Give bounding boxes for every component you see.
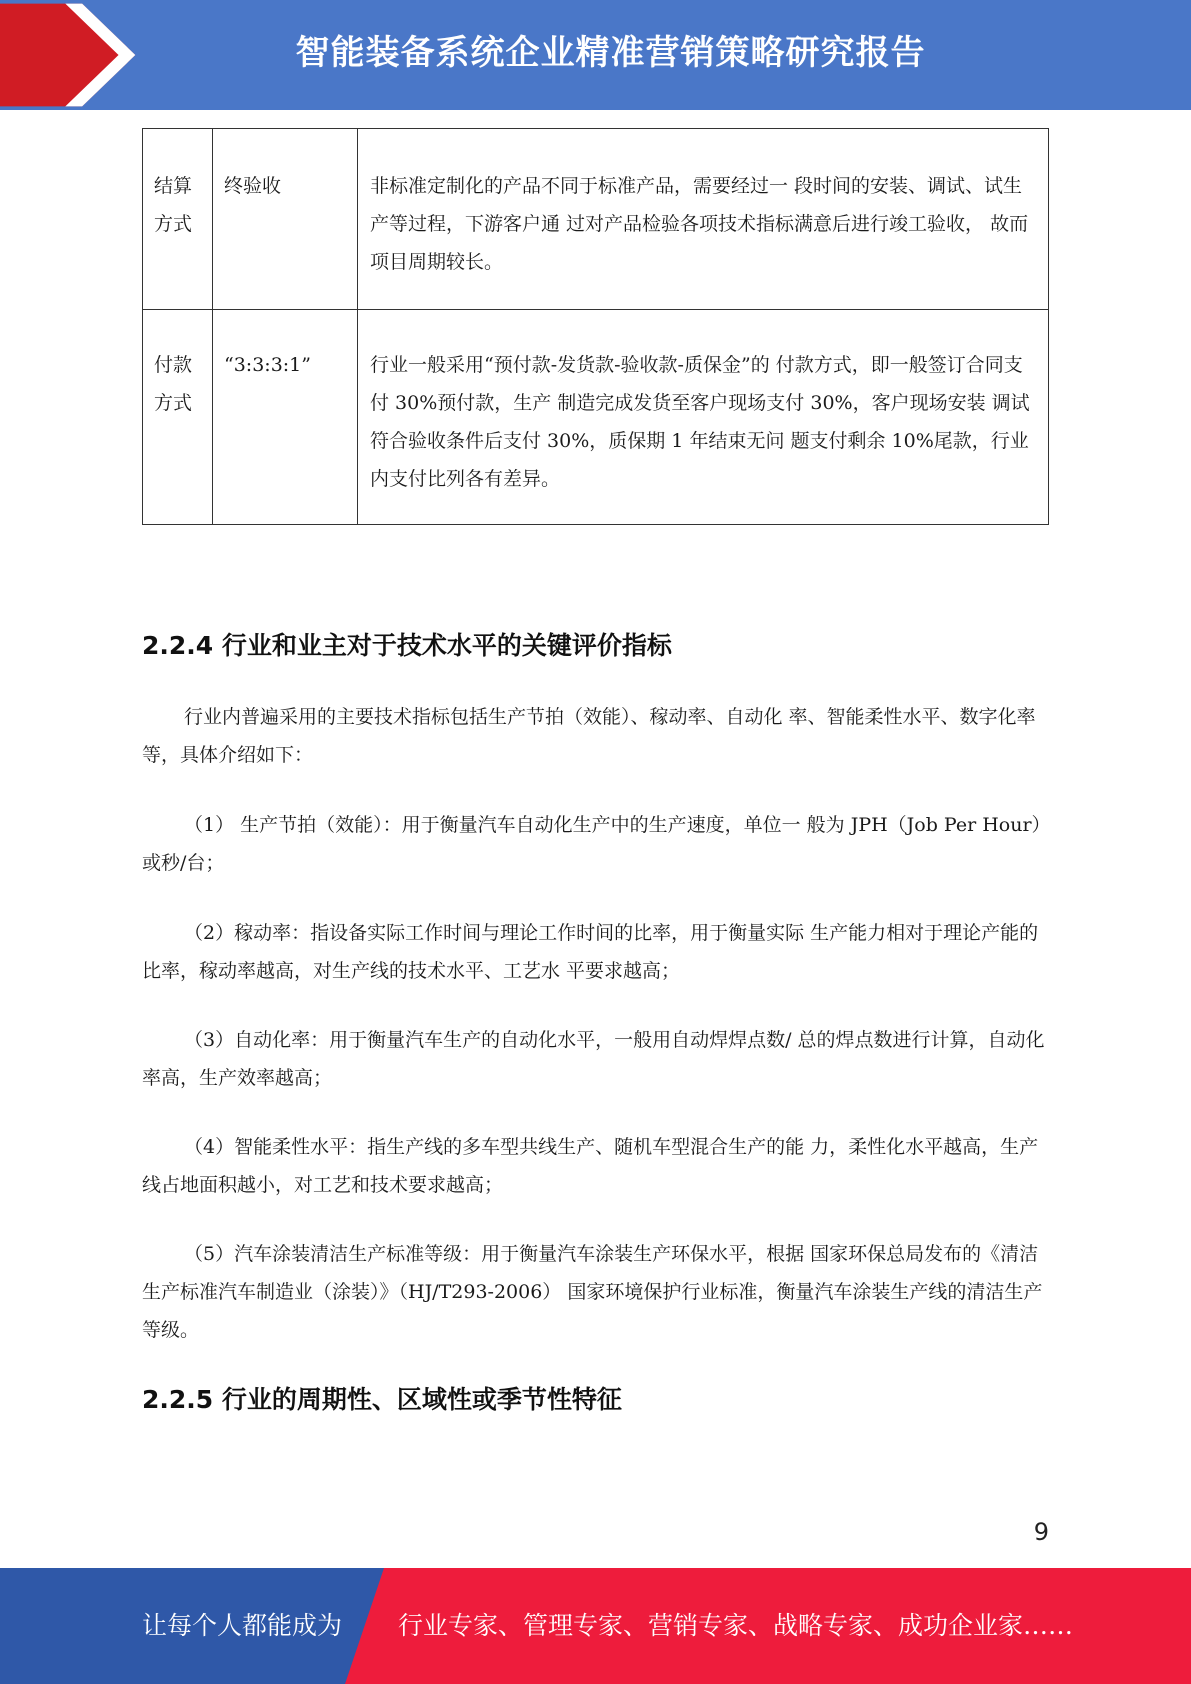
row-label: 结算方式: [143, 129, 213, 310]
footer-slogan-right: 行业专家、管理专家、营销专家、战略专家、成功企业家……: [398, 1611, 1074, 1640]
page-number: 9: [1033, 1518, 1049, 1546]
indicator-item-4: （4）智能柔性水平：指生产线的多车型共线生产、随机车型混合生产的能 力，柔性化水平越高，生产线占地面积越小，对工艺和技术要求越高；: [142, 1136, 1039, 1196]
section-intro: 行业内普遍采用的主要技术指标包括生产节拍（效能）、稼动率、自动化 率、智能柔性水平、数字化率等，具体介绍如下：: [142, 706, 1036, 766]
row-value: 终验收: [213, 129, 358, 310]
indicator-item-1: （1） 生产节拍（效能）：用于衡量汽车自动化生产中的生产速度，单位一 般为 JPH（Job Per Hour）或秒/台；: [142, 814, 1042, 874]
indicator-item-2: （2）稼动率：指设备实际工作时间与理论工作时间的比率，用于衡量实际 生产能力相对于理论产能的比率，稼动率越高，对生产线的技术水平、工艺水 平要求越高；: [142, 922, 1039, 982]
payment-terms-table: [142, 128, 1049, 525]
row-description: 行业一般采用“预付款-发货款-验收款-质保金”的 付款方式，即一般签订合同支付 30%预付款，生产 制造完成发货至客户现场支付 30%，客户现场安装 调试符合验收条件后支付 30%，质保期 1 年结束无问 题支付剩余 10%尾款，行业内支付比列各有差异。: [358, 310, 1049, 525]
indicator-item-5: （5）汽车涂装清洁生产标准等级：用于衡量汽车涂装生产环保水平，根据 国家环保总局发布的《清洁生产标准汽车制造业（涂装）》（HJ/T293-2006） 国家环境保护行业标准，衡量汽车涂装生产线的清洁生产等级。: [142, 1243, 1043, 1341]
section-heading-224: 2.2.4 行业和业主对于技术水平的关键评价指标: [142, 631, 672, 660]
header-arrow-decoration: [0, 0, 140, 110]
table-row: [143, 129, 1049, 310]
page-header: [0, 0, 1191, 110]
row-description: 非标准定制化的产品不同于标准产品，需要经过一 段时间的安装、调试、试生产等过程，下游客户通 过对产品检验各项技术指标满意后进行竣工验收， 故而项目周期较长。: [358, 129, 1049, 310]
page-footer: [0, 1568, 1191, 1684]
section-heading-225: 2.2.5 行业的周期性、区域性或季节性特征: [142, 1385, 622, 1414]
report-title: 智能装备系统企业精准营销策略研究报告: [295, 33, 926, 73]
indicator-item-3: （3）自动化率：用于衡量汽车生产的自动化水平，一般用自动焊焊点数/ 总的焊点数进行计算，自动化率高，生产效率越高；: [142, 1029, 1045, 1089]
table-row: [143, 310, 1049, 525]
footer-slogan-left: 让每个人都能成为: [142, 1611, 343, 1640]
row-label: 付款方式: [143, 310, 213, 525]
row-value: “3:3:3:1”: [213, 310, 358, 525]
